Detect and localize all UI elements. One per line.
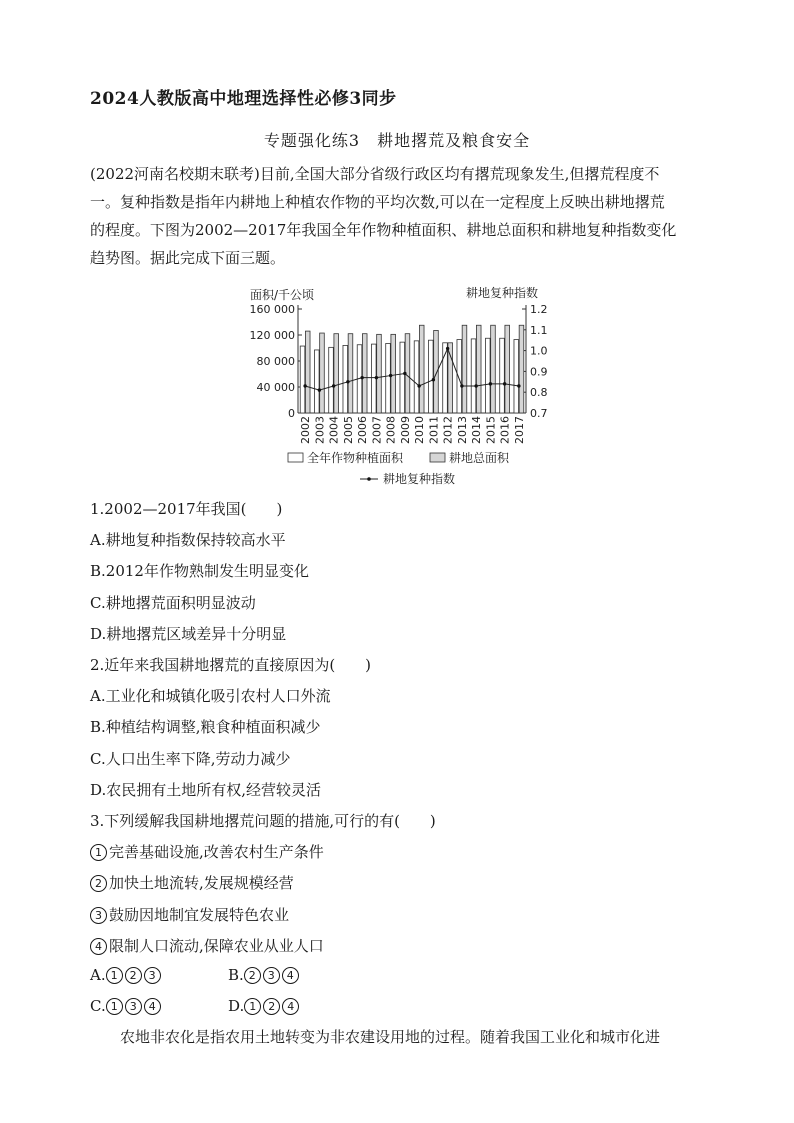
circled-number: 3: [125, 998, 142, 1015]
bar-total-cultivated-area: [320, 333, 325, 413]
bar-crop-area: [471, 339, 476, 413]
circled-number: 4: [282, 998, 299, 1015]
bar-total-cultivated-area: [305, 331, 310, 413]
trend-chart: [228, 284, 568, 494]
question-1-stem: 1.2002—2017年我国( ): [90, 500, 283, 518]
line-point: [474, 384, 477, 387]
bar-total-cultivated-area: [519, 325, 524, 413]
question-1-option-c[interactable]: C.耕地撂荒面积明显波动: [90, 594, 256, 612]
intro-line-2: 一。复种指数是指年内耕地上种植农作物的平均次数,可以在一定程度上反映出耕地撂荒: [90, 193, 665, 211]
item-text: 完善基础设施,改善农村生产条件: [109, 843, 324, 861]
bar-crop-area: [500, 338, 505, 413]
bar-total-cultivated-area: [419, 325, 424, 413]
circled-number: 1: [106, 967, 123, 984]
intro-line-3: 的程度。下图为2002—2017年我国全年作物种植面积、耕地总面积和耕地复种指数变化: [90, 221, 677, 239]
line-point: [360, 376, 363, 379]
question-3-item-3: [90, 904, 289, 925]
x-tick-label: 2009: [398, 416, 412, 444]
circled-number: 4: [282, 967, 299, 984]
bar-total-cultivated-area: [377, 334, 382, 413]
y2-tick-label: 0.7: [530, 407, 548, 420]
circled-number: 4: [90, 938, 107, 955]
bar-crop-area: [428, 340, 433, 413]
x-tick-label: 2004: [327, 416, 341, 444]
line-point: [503, 382, 506, 385]
circled-number: 2: [244, 967, 261, 984]
line-point: [446, 347, 449, 350]
legend-label-index: 耕地复种指数: [383, 472, 456, 486]
question-1-option-a[interactable]: A.耕地复种指数保持较高水平: [90, 531, 286, 549]
bar-total-cultivated-area: [462, 325, 467, 413]
document-title: 2024人教版高中地理选择性必修3同步: [90, 89, 397, 109]
bar-crop-area: [514, 340, 519, 413]
x-tick-label: 2016: [498, 416, 512, 444]
bar-total-cultivated-area: [362, 334, 367, 413]
section-title: 专题强化练3 耕地撂荒及粮食安全: [263, 131, 531, 150]
x-tick-label: 2005: [341, 416, 355, 444]
line-point: [346, 380, 349, 383]
circled-number: 2: [90, 875, 107, 892]
legend-marker-index: [367, 477, 371, 481]
line-point: [489, 382, 492, 385]
y-axis-title: 面积/千公顷: [250, 288, 315, 302]
bar-total-cultivated-area: [505, 325, 510, 413]
circled-number: 1: [90, 844, 107, 861]
bar-crop-area: [485, 338, 490, 413]
x-tick-label: 2015: [484, 416, 498, 444]
question-3-option-d[interactable]: [228, 997, 301, 1015]
y-tick-label: 120 000: [249, 329, 295, 342]
question-3-answers-row-2: [90, 997, 295, 1015]
question-3-item-2: [90, 872, 294, 893]
bar-crop-area: [400, 342, 405, 413]
line-point: [389, 374, 392, 377]
bar-crop-area: [329, 347, 334, 413]
circled-number: 3: [263, 967, 280, 984]
circled-number: 1: [244, 998, 261, 1015]
circled-number: 2: [263, 998, 280, 1015]
x-tick-label: 2006: [356, 416, 370, 444]
item-text: 加快土地流转,发展规模经营: [109, 874, 294, 892]
x-tick-label: 2007: [370, 416, 384, 444]
trend-chart-svg: [228, 284, 568, 494]
x-tick-label: 2002: [299, 416, 313, 444]
question-3-item-4: [90, 935, 324, 956]
legend-swatch-crop-area: [288, 453, 303, 462]
y2-tick-label: 0.9: [530, 365, 548, 379]
y-tick-label: 0: [288, 407, 295, 420]
x-tick-label: 2017: [512, 416, 526, 444]
question-3-option-b[interactable]: [228, 966, 301, 984]
bar-total-cultivated-area: [334, 334, 339, 413]
option-letter: A.: [90, 966, 106, 984]
bar-crop-area: [414, 341, 419, 413]
next-passage-start: 农地非农化是指农用土地转变为非农建设用地的过程。随着我国工业化和城市化进: [120, 1028, 661, 1046]
y2-tick-label: 1.0: [530, 344, 548, 358]
x-tick-label: 2011: [427, 416, 441, 444]
line-point: [332, 384, 335, 387]
y2-axis-title: 耕地复种指数: [466, 286, 539, 300]
y2-tick-label: 1.2: [530, 303, 548, 316]
line-point: [517, 384, 520, 387]
x-tick-label: 2003: [313, 416, 327, 444]
bar-total-cultivated-area: [448, 343, 453, 413]
option-letter: C.: [90, 997, 106, 1015]
circled-number: 1: [106, 998, 123, 1015]
bar-crop-area: [343, 345, 348, 413]
question-2-option-c[interactable]: C.人口出生率下降,劳动力减少: [90, 750, 291, 768]
circled-number: 2: [125, 967, 142, 984]
bar-crop-area: [386, 343, 391, 413]
intro-line-4: 趋势图。据此完成下面三题。: [90, 249, 286, 267]
bar-total-cultivated-area: [476, 325, 481, 413]
x-tick-label: 2013: [455, 416, 469, 444]
bar-total-cultivated-area: [491, 325, 496, 413]
intro-paragraph: [90, 160, 705, 272]
question-2-option-b[interactable]: B.种植结构调整,粮食种植面积减少: [90, 718, 321, 736]
line-point: [460, 384, 463, 387]
circled-number: 3: [90, 907, 107, 924]
y-tick-label: 40 000: [256, 381, 295, 394]
x-tick-label: 2008: [384, 416, 398, 444]
line-point: [303, 384, 306, 387]
question-2-option-a[interactable]: A.工业化和城镇化吸引农村人口外流: [90, 687, 331, 705]
option-letter: B.: [228, 966, 244, 984]
option-letter: D.: [228, 997, 245, 1015]
legend-label-crop-area: 全年作物种植面积: [307, 451, 404, 465]
bar-total-cultivated-area: [391, 334, 396, 413]
y2-tick-label: 0.8: [530, 386, 548, 400]
item-text: 限制人口流动,保障农业从业人口: [109, 937, 324, 955]
x-tick-label: 2012: [441, 416, 455, 444]
line-point: [318, 388, 321, 391]
y2-tick-label: 1.1: [530, 323, 548, 337]
question-2-stem: 2.近年来我国耕地撂荒的直接原因为( ): [90, 656, 372, 674]
question-1-option-d[interactable]: D.耕地撂荒区域差异十分明显: [90, 625, 287, 643]
bar-crop-area: [300, 346, 305, 413]
legend-swatch-total-area: [430, 453, 445, 462]
question-3-item-1: [90, 841, 324, 862]
bar-crop-area: [314, 350, 319, 413]
item-text: 鼓励因地制宜发展特色农业: [109, 906, 290, 924]
circled-number: 3: [144, 967, 161, 984]
y-tick-label: 160 000: [249, 303, 295, 316]
question-1-option-b[interactable]: B.2012年作物熟制发生明显变化: [90, 562, 309, 580]
y-tick-label: 80 000: [256, 355, 295, 368]
question-3-stem: 3.下列缓解我国耕地撂荒问题的措施,可行的有( ): [90, 812, 436, 830]
bar-total-cultivated-area: [348, 334, 353, 413]
intro-line-1: (2022河南名校期末联考)目前,全国大部分省级行政区均有撂荒现象发生,但撂荒程度不: [90, 165, 660, 183]
line-point: [403, 372, 406, 375]
question-3-option-c[interactable]: [90, 997, 163, 1015]
line-point: [432, 378, 435, 381]
question-3-answers-row-1: [90, 966, 294, 984]
bar-total-cultivated-area: [434, 330, 439, 413]
x-tick-label: 2010: [413, 416, 427, 444]
question-3-option-a[interactable]: [90, 966, 163, 984]
x-tick-label: 2014: [470, 416, 484, 444]
circled-number: 4: [144, 998, 161, 1015]
line-point: [375, 376, 378, 379]
question-2-option-d[interactable]: D.农民拥有土地所有权,经营较灵活: [90, 781, 322, 799]
legend-label-total-area: 耕地总面积: [449, 451, 510, 465]
line-point: [417, 384, 420, 387]
